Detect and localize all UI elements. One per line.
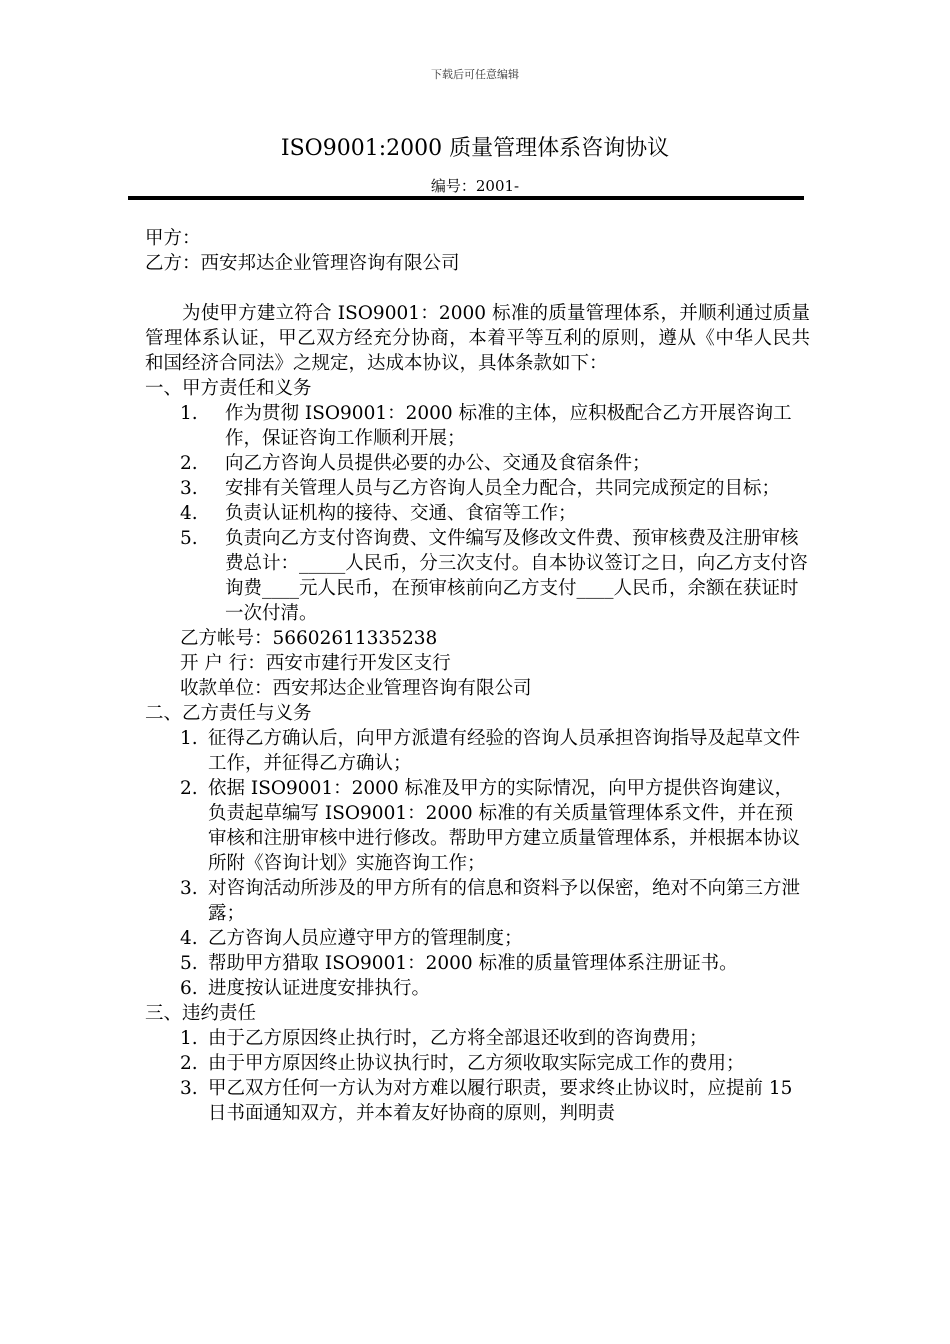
section-1-heading: 一、甲方责任和义务 xyxy=(145,378,312,399)
list-item xyxy=(145,976,810,1001)
list-item xyxy=(145,726,810,776)
item-number: 1. xyxy=(180,728,198,749)
item-text: 作为贯彻 ISO9001：2000 标准的主体，应积极配合乙方开展咨询工作，保证咨询工作顺利开展； xyxy=(225,403,792,449)
section-2-list xyxy=(145,726,810,1001)
title-divider xyxy=(128,196,804,200)
list-item xyxy=(145,1051,810,1076)
item-number: 6. xyxy=(180,978,198,999)
list-item xyxy=(145,776,810,876)
item-text: 征得乙方确认后，向甲方派遣有经验的咨询人员承担咨询指导及起草文件工作，并征得乙方确认； xyxy=(208,728,801,774)
item-number: 3. xyxy=(180,1078,198,1099)
item-text: 进度按认证进度安排执行。 xyxy=(208,978,431,999)
item-text: 由于甲方原因终止协议执行时，乙方须收取实际完成工作的费用； xyxy=(208,1053,745,1074)
list-item xyxy=(145,476,810,501)
list-item xyxy=(145,501,810,526)
section-1-list xyxy=(145,401,810,626)
item-number: 2. xyxy=(180,453,198,474)
item-number: 2. xyxy=(180,778,198,799)
item-number: 1. xyxy=(180,403,198,424)
spacer xyxy=(145,276,810,301)
item-number: 5. xyxy=(180,528,198,549)
item-text: 乙方咨询人员应遵守甲方的管理制度； xyxy=(208,928,523,949)
item-number: 2. xyxy=(180,1053,198,1074)
list-item xyxy=(145,951,810,976)
item-number: 1. xyxy=(180,1028,198,1049)
list-item xyxy=(145,926,810,951)
account-number: 乙方帐号：56602611335238 xyxy=(180,628,438,649)
document-title: ISO9001:2000 质量管理体系咨询协议 xyxy=(280,136,670,161)
party-b: 乙方：西安邦达企业管理咨询有限公司 xyxy=(145,253,460,274)
list-item xyxy=(145,401,810,451)
section-2-heading: 二、乙方责任与义务 xyxy=(145,703,312,724)
item-text: 负责向乙方支付咨询费、文件编写及修改文件费、预审核费及注册审核费总计：_____人民币，分三次支付。自本协议签订之日，向乙方支付咨询费____元人民币，在预审核前向乙方支付____人民币，余额在获证时一次付清。 xyxy=(225,528,808,624)
item-number: 3. xyxy=(180,478,198,499)
item-text: 帮助甲方猎取 ISO9001：2000 标准的质量管理体系注册证书。 xyxy=(208,953,738,974)
item-text: 负责认证机构的接待、交通、食宿等工作； xyxy=(225,503,577,524)
document-number: 编号：2001- xyxy=(430,177,520,195)
item-number: 5. xyxy=(180,953,198,974)
list-item xyxy=(145,876,810,926)
item-number: 4. xyxy=(180,503,198,524)
item-text: 安排有关管理人员与乙方咨询人员全力配合，共同完成预定的目标； xyxy=(225,478,781,499)
bank-name: 开 户 行：西安市建行开发区支行 xyxy=(180,653,451,674)
item-text: 对咨询活动所涉及的甲方所有的信息和资料予以保密，绝对不向第三方泄露； xyxy=(208,878,801,924)
list-item xyxy=(145,526,810,626)
item-text: 甲乙双方任何一方认为对方难以履行职责，要求终止协议时，应提前 15 日书面通知双方，并本着友好协商的原则，判明责 xyxy=(208,1078,793,1124)
section-3-heading: 三、违约责任 xyxy=(145,1003,257,1024)
header-note: 下载后可任意编辑 xyxy=(431,68,519,81)
party-a: 甲方： xyxy=(145,228,201,249)
item-text: 由于乙方原因终止执行时，乙方将全部退还收到的咨询费用； xyxy=(208,1028,708,1049)
document-body xyxy=(145,226,810,1126)
list-item xyxy=(145,451,810,476)
item-text: 依据 ISO9001：2000 标准及甲方的实际情况，向甲方提供咨询建议，负责起草编写 ISO9001：2000 标准的有关质量管理体系文件，并在预审核和注册审核中进行修改。帮助甲方建立质量管理体系，并根据本协议所附《咨询计划》实施咨询工作； xyxy=(208,778,801,874)
section-3-list xyxy=(145,1026,810,1126)
list-item xyxy=(145,1076,810,1126)
payee-name: 收款单位：西安邦达企业管理咨询有限公司 xyxy=(180,678,532,699)
intro-paragraph: 为使甲方建立符合 ISO9001：2000 标准的质量管理体系，并顺利通过质量管理体系认证，甲乙双方经充分协商，本着平等互利的原则，遵从《中华人民共和国经济合同法》之规定，达成本协议，具体条款如下： xyxy=(145,303,810,374)
item-number: 3. xyxy=(180,878,198,899)
item-text: 向乙方咨询人员提供必要的办公、交通及食宿条件； xyxy=(225,453,651,474)
list-item xyxy=(145,1026,810,1051)
item-number: 4. xyxy=(180,928,198,949)
